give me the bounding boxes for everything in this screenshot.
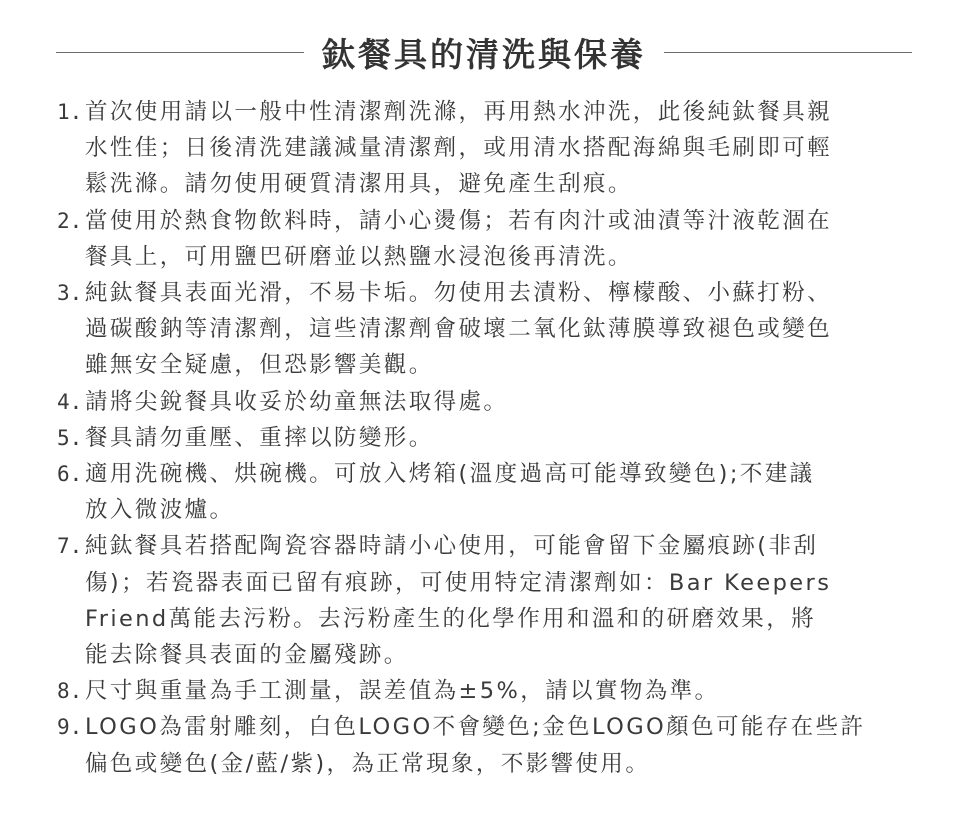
list-item bbox=[57, 528, 927, 673]
header-rule-left bbox=[56, 52, 304, 53]
page-header bbox=[56, 22, 912, 82]
list-item bbox=[57, 384, 927, 420]
item-number: 6. bbox=[57, 462, 83, 487]
list-item bbox=[57, 456, 927, 528]
item-number: 4. bbox=[57, 389, 83, 414]
item-text: 當使用於熱食物飲料時，請小心燙傷；若有肉汁或油漬等汁液乾涸在 餐具上，可用鹽巴研磨並以熱鹽水浸泡後再清洗。 bbox=[85, 207, 833, 270]
list-item bbox=[57, 420, 927, 456]
list-item bbox=[57, 709, 927, 781]
item-text: 首次使用請以一般中性清潔劑洗滌，再用熱水沖洗，此後純鈦餐具親 水性佳；日後清洗建議減量清潔劑，或用清水搭配海綿與毛刷即可輕 鬆洗滌。請勿使用硬質清潔用具，避免產生刮痕。 bbox=[85, 99, 833, 198]
item-number: 1. bbox=[57, 100, 83, 124]
item-number: 8. bbox=[57, 679, 83, 704]
item-number: 7. bbox=[57, 534, 83, 559]
list-item bbox=[57, 673, 927, 709]
item-text: 適用洗碗機、烘碗機。可放入烤箱(溫度過高可能導致變色);不建議 放入微波爐。 bbox=[85, 461, 815, 524]
item-text: 純鈦餐具若搭配陶瓷容器時請小心使用，可能會留下金屬痕跡(非刮 傷)；若瓷器表面已留有痕跡，可使用特定清潔劑如：Bar Keepers Friend萬能去污粉。去污粉產生的化學作用和溫和的研磨效果，將 能去除餐具表面的金屬殘跡。 bbox=[85, 533, 832, 669]
item-text: 請將尖銳餐具收妥於幼童無法取得處。 bbox=[85, 388, 509, 415]
list-item bbox=[57, 275, 927, 384]
item-number: 5. bbox=[57, 425, 83, 450]
header-rule-right bbox=[664, 52, 912, 53]
item-text: LOGO為雷射雕刻，白色LOGO不會變色;金色LOGO顏色可能存在些許 偏色或變色(金/藍/紫)，為正常現象，不影響使用。 bbox=[85, 714, 866, 777]
list-item bbox=[57, 94, 927, 203]
item-number: 3. bbox=[57, 281, 83, 306]
item-number: 2. bbox=[57, 208, 83, 233]
page-title: 鈦餐具的清洗與保養 bbox=[322, 34, 646, 74]
item-text: 純鈦餐具表面光滑，不易卡垢。勿使用去漬粉、檸檬酸、小蘇打粉、 過碳酸鈉等清潔劑，這些清潔劑會破壞二氧化鈦薄膜導致褪色或變色 雖無安全疑慮，但恐影響美觀。 bbox=[85, 280, 833, 379]
item-text: 尺寸與重量為手工測量，誤差值為±5%，請以實物為準。 bbox=[85, 678, 720, 705]
item-number: 9. bbox=[57, 715, 83, 740]
list-item bbox=[57, 203, 927, 275]
instruction-list bbox=[57, 94, 927, 782]
item-text: 餐具請勿重壓、重摔以防變形。 bbox=[85, 424, 434, 451]
